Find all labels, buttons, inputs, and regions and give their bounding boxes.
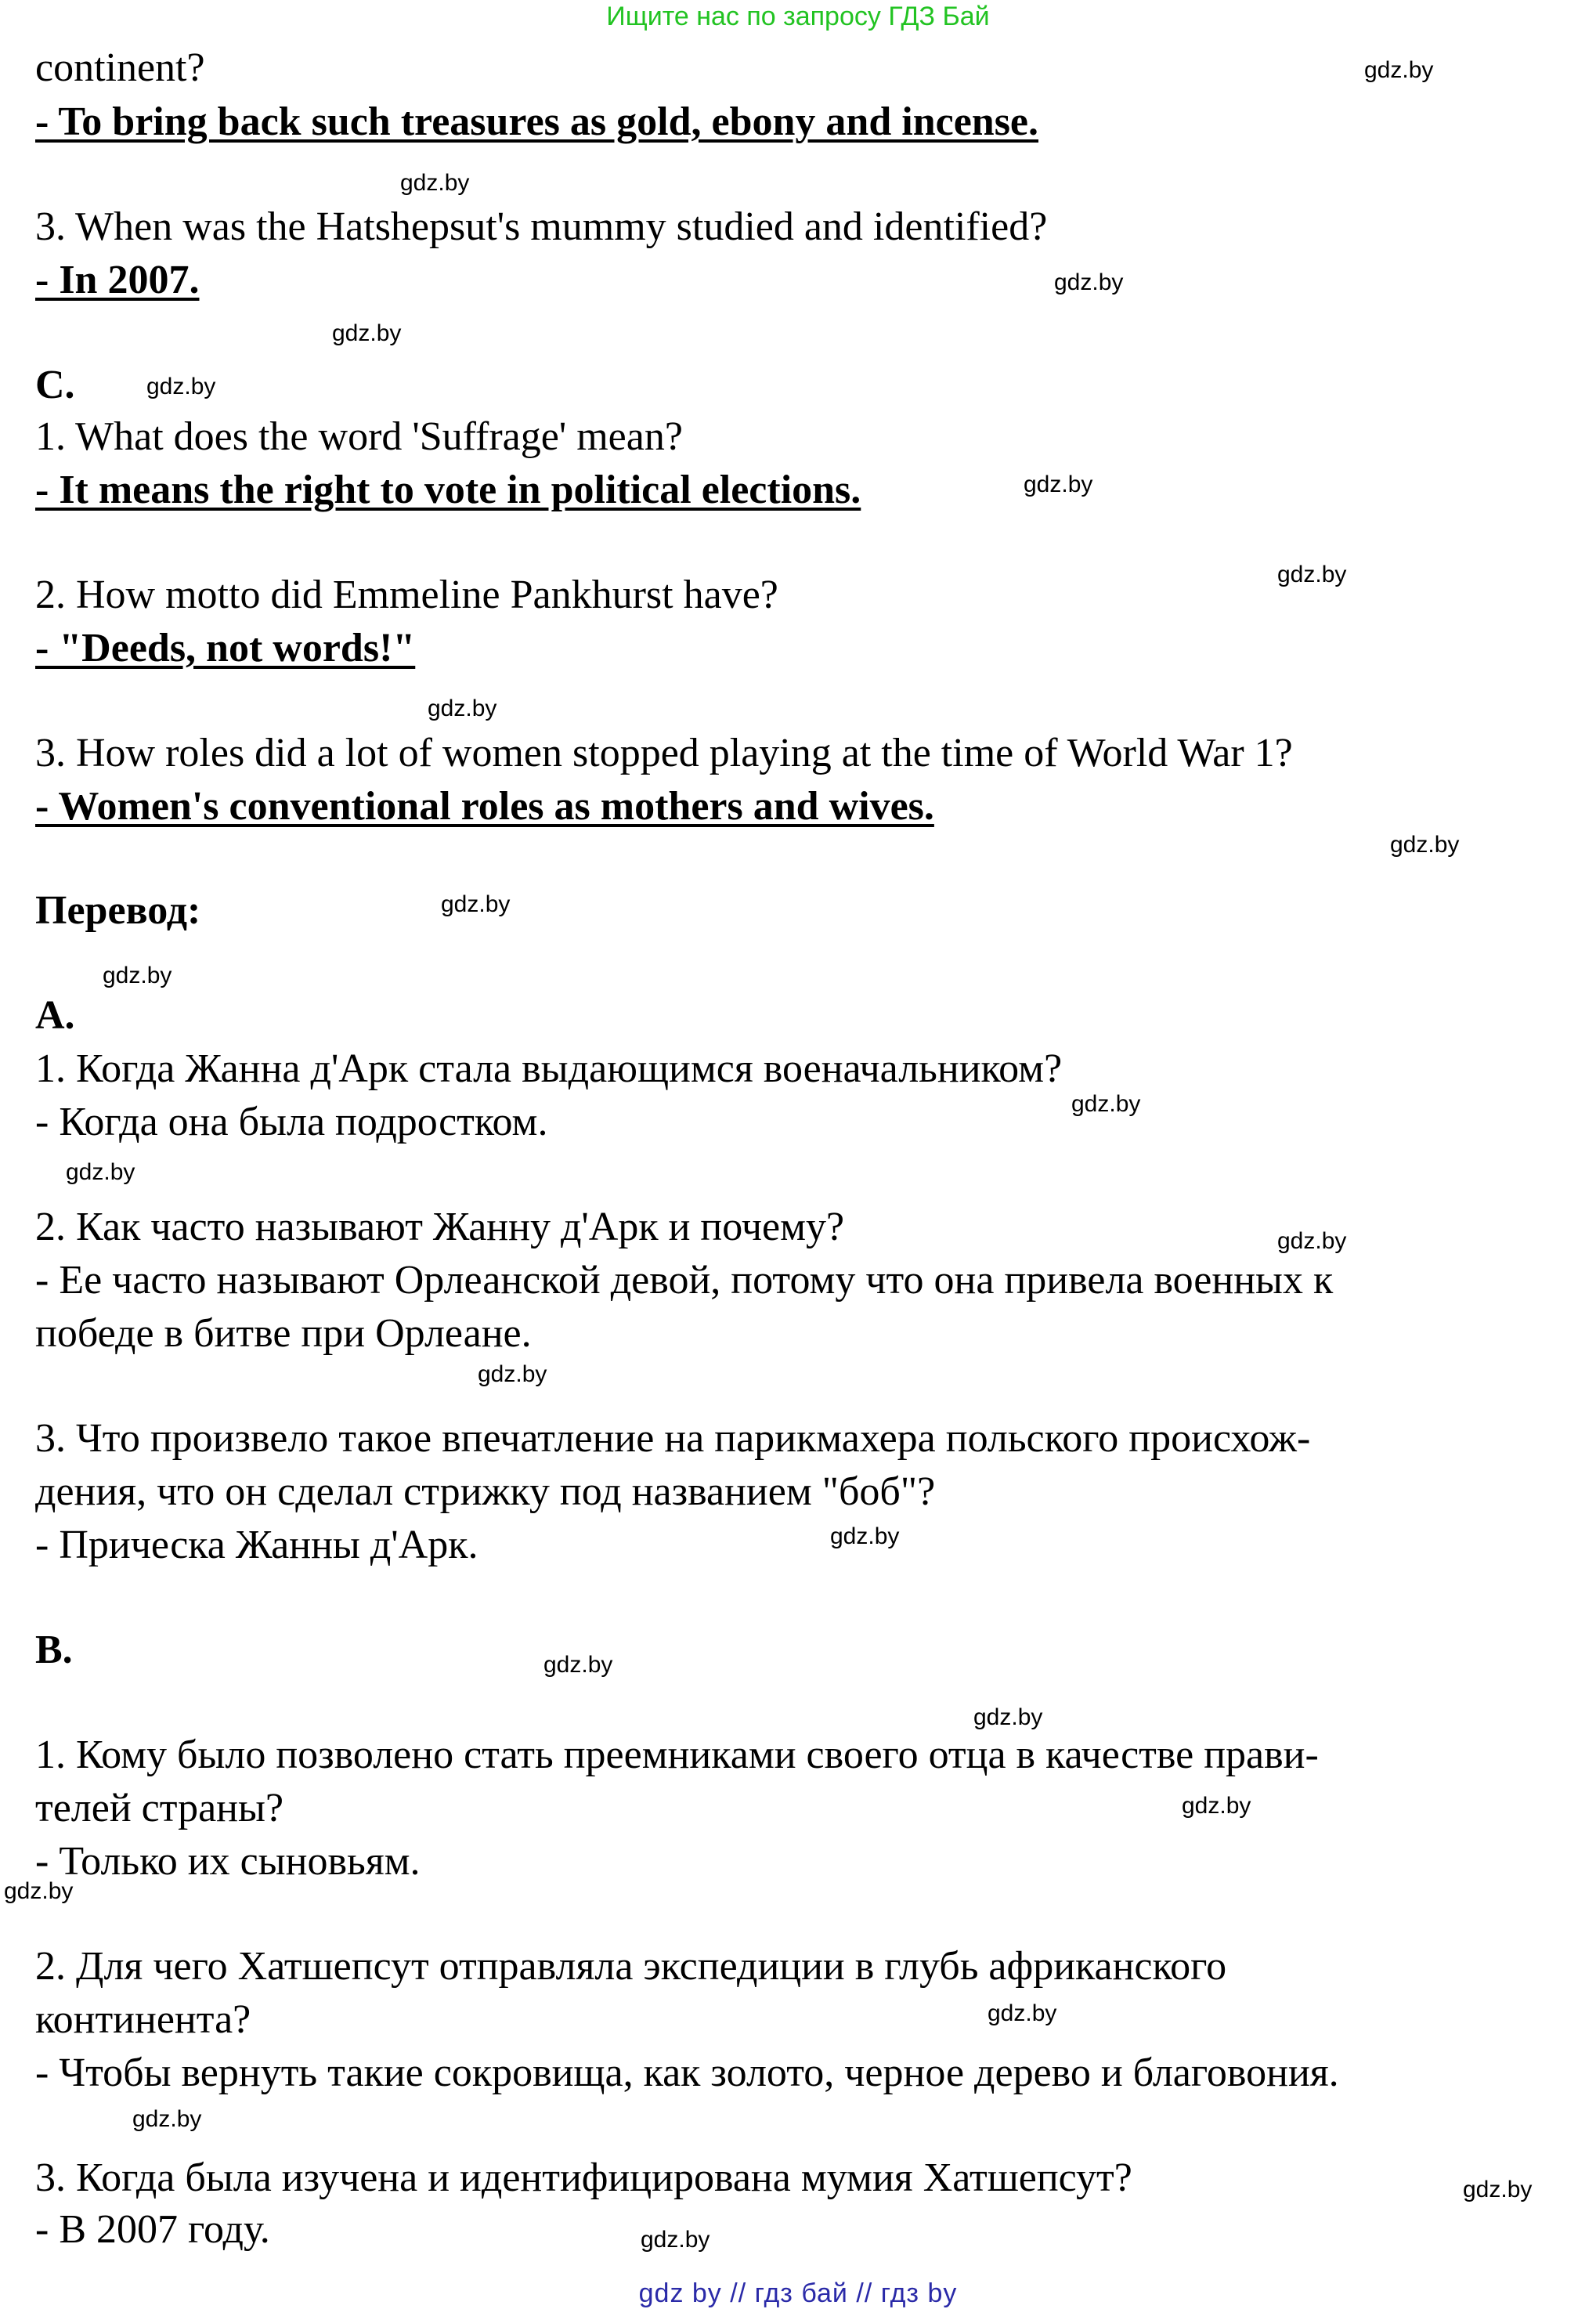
answer-line: - Когда она была подростком. (35, 1100, 548, 1144)
watermark: gdz.by (146, 374, 216, 399)
question-line: 2. Для чего Хатшепсут отправляла экспедиции в глубь африканского (35, 1944, 1227, 1989)
answer-line: - "Deeds, not words!" (35, 626, 416, 670)
watermark: gdz.by (400, 170, 470, 196)
watermark: gdz.by (4, 1878, 74, 1904)
watermark: gdz.by (1463, 2177, 1533, 2202)
answer-line: - In 2007. (35, 258, 200, 302)
answer-line: - To bring back such treasures as gold, ebony and incense. (35, 99, 1039, 144)
answer-line: - It means the right to vote in political elections. (35, 468, 861, 512)
watermark: gdz.by (1071, 1091, 1141, 1117)
section-heading: B. (35, 1628, 73, 1672)
watermark: gdz.by (478, 1361, 547, 1387)
watermark: gdz.by (1390, 832, 1460, 858)
question-line: 2. How motto did Emmeline Pankhurst have? (35, 573, 778, 617)
question-line: 2. Как часто называют Жанну д'Арк и почему? (35, 1205, 845, 1249)
watermark: gdz.by (988, 2000, 1057, 2026)
watermark: gdz.by (1277, 1228, 1347, 1254)
question-line: 1. Когда Жанна д'Арк стала выдающимся военачальником? (35, 1046, 1063, 1091)
question-line: 1. What does the word 'Suffrage' mean? (35, 414, 683, 459)
answer-line: - В 2007 году. (35, 2207, 270, 2252)
watermark: gdz.by (1054, 269, 1124, 295)
watermark: gdz.by (973, 1704, 1043, 1730)
watermark: gdz.by (66, 1159, 135, 1185)
question-line: дения, что он сделал стрижку под названием "боб"? (35, 1469, 936, 1514)
answer-line: - Прическа Жанны д'Арк. (35, 1523, 478, 1567)
watermark: gdz.by (641, 2227, 710, 2253)
watermark: gdz.by (332, 320, 402, 346)
watermark: gdz.by (1182, 1793, 1251, 1819)
watermark: gdz.by (830, 1523, 900, 1549)
answer-line: - Ее часто называют Орлеанской девой, потому что она привела военных к (35, 1258, 1334, 1303)
answer-line: - Women's conventional roles as mothers and wives. (35, 784, 934, 829)
section-heading: A. (35, 993, 75, 1038)
question-line: 1. Кому было позволено стать преемниками своего отца в качестве прави- (35, 1733, 1319, 1777)
section-heading: C. (35, 363, 75, 407)
watermark: gdz.by (132, 2106, 202, 2132)
text-line: continent? (35, 45, 205, 90)
top-banner: Ищите нас по запросу ГДЗ Бай (606, 2, 990, 31)
watermark: gdz.by (1024, 472, 1093, 497)
question-line: 3. Что произвело такое впечатление на парикмахера польского происхож- (35, 1416, 1311, 1461)
question-line: континента? (35, 1997, 251, 2042)
watermark: gdz.by (1364, 57, 1434, 83)
watermark: gdz.by (1277, 562, 1347, 587)
question-line: 3. How roles did a lot of women stopped playing at the time of World War 1? (35, 731, 1293, 775)
answer-line: - Только их сыновьям. (35, 1839, 421, 1884)
question-line: 3. Когда была изучена и идентифицирована мумия Хатшепсут? (35, 2155, 1132, 2200)
answer-line: - Чтобы вернуть такие сокровища, как золото, черное дерево и благовония. (35, 2051, 1339, 2095)
bottom-banner: gdz by // гдз бай // гдз by (638, 2278, 958, 2308)
watermark: gdz.by (428, 696, 497, 721)
watermark: gdz.by (441, 891, 511, 917)
question-line: 3. When was the Hatshepsut's mummy studied and identified? (35, 204, 1048, 249)
question-line: телей страны? (35, 1786, 284, 1830)
translation-heading: Перевод: (35, 888, 201, 933)
answer-line: победе в битве при Орлеане. (35, 1311, 532, 1356)
watermark: gdz.by (543, 1652, 613, 1678)
watermark: gdz.by (103, 963, 172, 988)
